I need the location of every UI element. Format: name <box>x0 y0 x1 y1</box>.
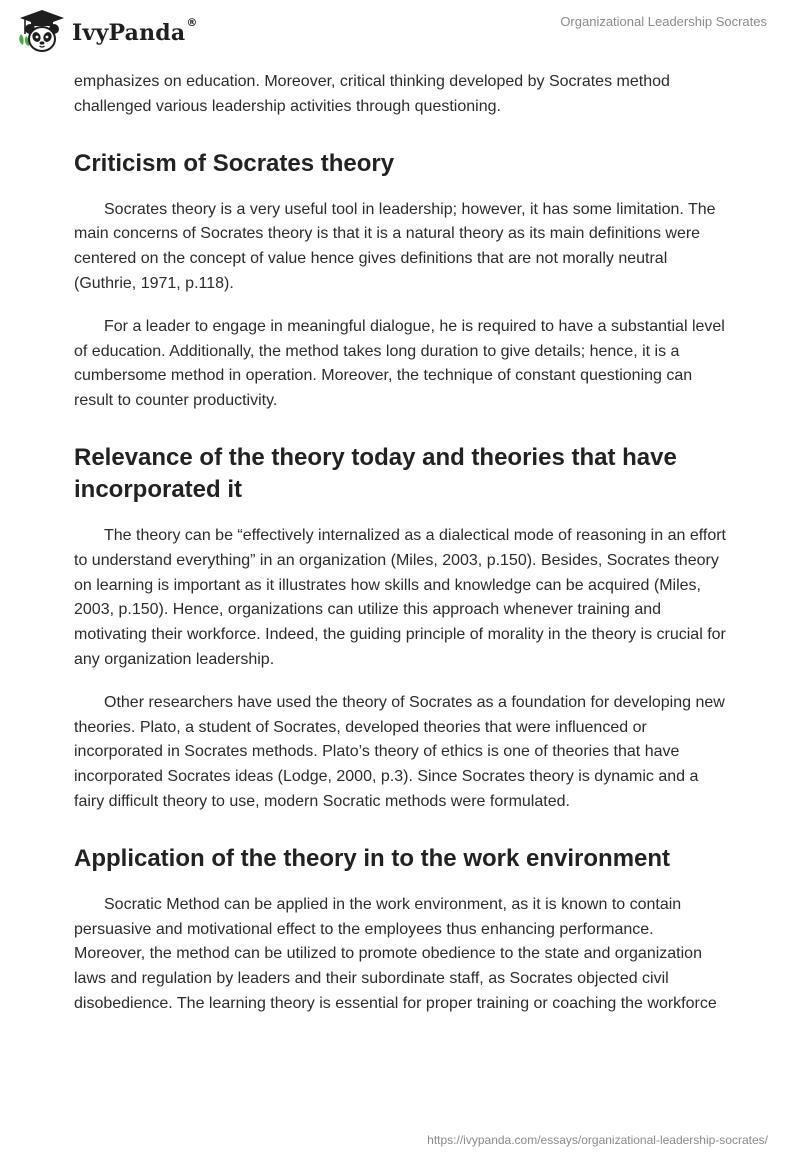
paragraph: Other researchers have used the theory of Socrates as a foundation for developing new theories. Plato, a student of Socrates, developed theories that were influenced or incorporated in Socrates methods. Plato’s theory of ethics is one of theories that have incorporated Socrates ideas (Lodge, 2000, p.3). Since Socrates theory is dynamic and a fairy difficult theory to use, modern Socratic methods were formulated. <box>74 693 725 810</box>
section-heading-application: Application of the theory in to the work environment <box>74 844 671 872</box>
section-heading-criticism: Criticism of Socrates theory <box>74 149 395 177</box>
essay-body <box>74 70 728 1035</box>
logo-wordmark-text: IvyPanda <box>72 20 186 46</box>
intro-paragraph: emphasizes on education. Moreover, critical thinking developed by Socrates method challenged various leadership activities through questioning. <box>74 73 670 115</box>
paragraph: For a leader to engage in meaningful dialogue, he is required to have a substantial level of education. Additionally, the method takes long duration to give details; hence, it is a cumbersome method in operation. Moreover, the technique of constant questioning can result to counter productivity. <box>74 317 725 410</box>
paragraph: The theory can be “effectively internalized as a dialectical mode of reasoning in an effort to understand everything” in an organization (Miles, 2003, p.150). Besides, Socrates theory on learning is important as it illustrates how skills and knowledge can be acquired (Miles, 2003, p.150). Hence, organizations can utilize this approach whenever training and motivating their workforce. Indeed, the guiding principle of morality in the theory is crucial for any organization leadership. <box>74 526 726 668</box>
source-url[interactable]: https://ivypanda.com/essays/organizational-leadership-socrates/ <box>427 1133 768 1147</box>
logo-wordmark <box>72 16 198 46</box>
page-header <box>0 0 800 64</box>
panda-graduate-icon <box>16 8 68 56</box>
paragraph: Socratic Method can be applied in the work environment, as it is known to contain persuasive and motivational effect to the employees thus enhancing performance. Moreover, the method can be utilized to promote obedience to the state and organization laws and regulation by leaders and their subordinate staff, as Socrates objected civil disobedience. The learning theory is essential for proper training or coaching the workforce <box>74 895 717 1012</box>
ivypanda-logo[interactable] <box>16 8 198 56</box>
paragraph: Socrates theory is a very useful tool in leadership; however, it has some limitation. The main concerns of Socrates theory is that it is a natural theory as its main definitions were centered on the concept of value hence gives definitions that are not morally neutral (Guthrie, 1971, p.118). <box>74 200 716 292</box>
document-title: Organizational Leadership Socrates <box>560 14 767 29</box>
section-heading-relevance: Relevance of the theory today and theories that have incorporated it <box>74 443 677 503</box>
registered-mark: ® <box>186 16 198 29</box>
